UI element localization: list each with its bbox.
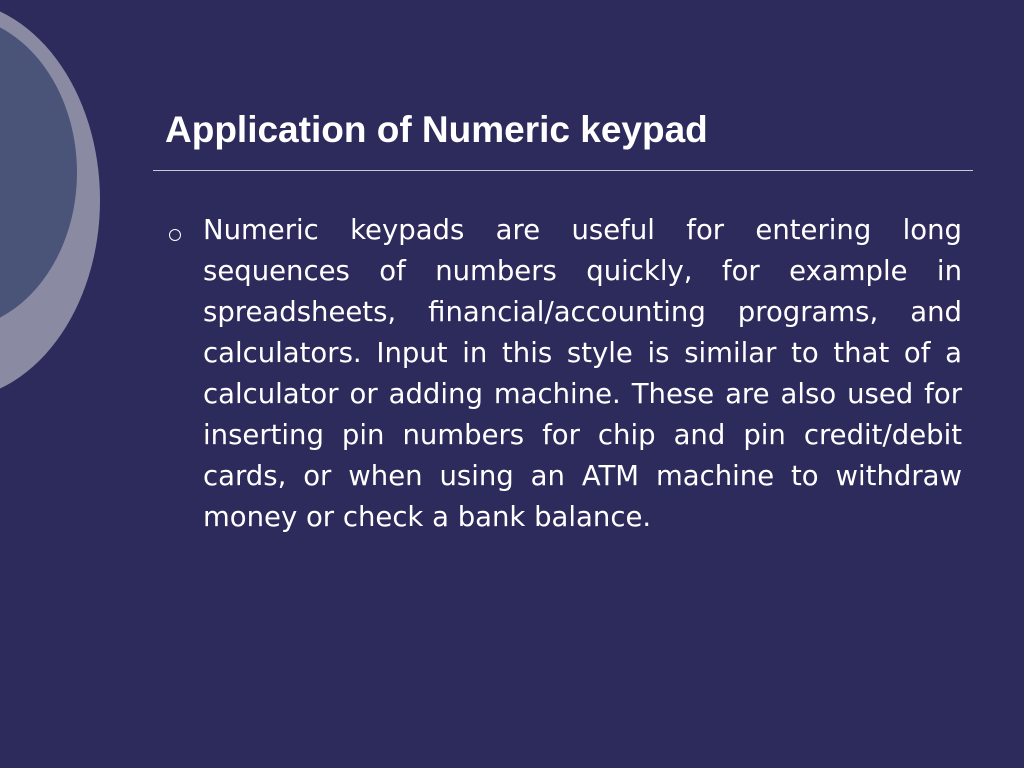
bullet-list (160, 210, 962, 538)
slide-title: Application of Numeric keypad (165, 109, 708, 150)
bullet-item (160, 210, 962, 538)
hollow-circle-bullet-icon (169, 229, 181, 241)
bullet-text: Numeric keypads are useful for entering long sequences of numbers quickly, for example in spreadsheets, financial/accounting programs, and calculators. Input in this style is similar to that of a calculator or adding machine. These are also used for inserting pin numbers for chip and pin credit/debit cards, or when using an ATM machine to withdraw money or check a bank balance. (203, 214, 962, 533)
title-divider (153, 170, 973, 171)
